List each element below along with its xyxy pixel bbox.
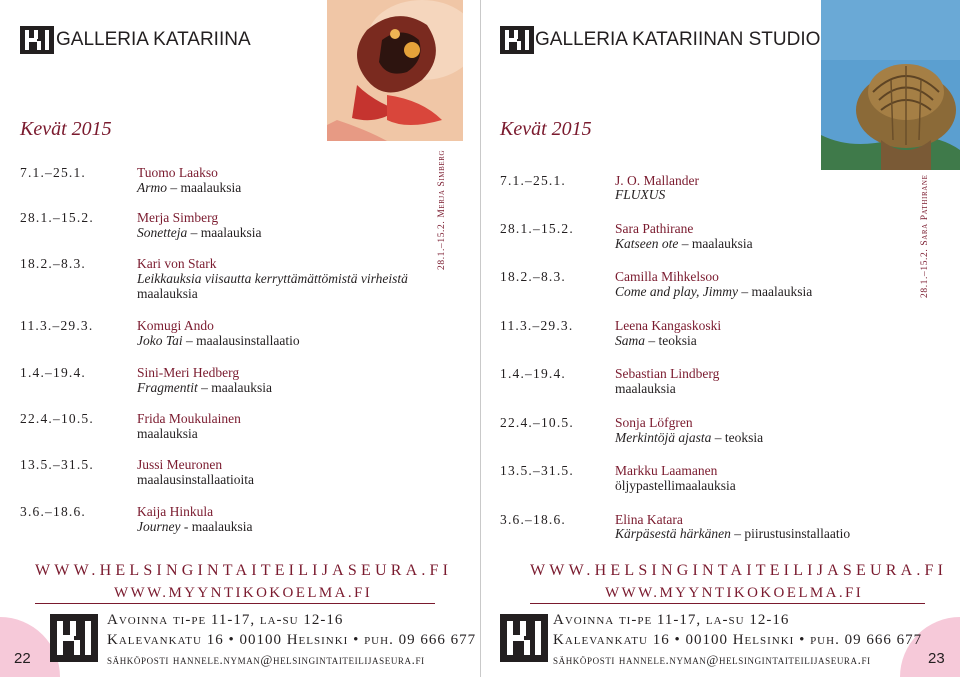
exhibition-date: 22.4.–10.5. [500, 415, 574, 430]
artist-name: Komugi Ando [137, 318, 214, 333]
exhibition-kind: – maalauksia [737, 284, 813, 299]
artist-name: Jussi Meuronen [137, 457, 223, 472]
exhibition-title: Sonetteja [137, 225, 188, 240]
address: Kalevankatu 16 • 00100 Helsinki • puh. 09 666 677 [107, 632, 477, 648]
exhibition-date: 7.1.–25.1. [500, 173, 566, 188]
artist-name: J. O. Mallander [615, 173, 699, 188]
artist-name: Sini-Meri Hedberg [137, 365, 240, 380]
exhibition-title: Armo [137, 180, 167, 195]
exhibition-kind: – maalauksia [187, 225, 262, 240]
exhibition-date: 13.5.–31.5. [500, 463, 574, 478]
exhibition-kind: – piirustusinstallaatio [730, 526, 851, 541]
exhibition-title: Kärpäsestä härkänen [615, 526, 731, 541]
exhibition-date: 7.1.–25.1. [20, 165, 86, 180]
exhibition-title: FLUXUS [615, 187, 666, 202]
email[interactable]: sähköposti hannele.nyman@helsingintaiteilijaseura.fi [553, 652, 871, 667]
exhibition-date: 28.1.–15.2. [20, 210, 94, 225]
exhibition-title: Leikkauksia viisautta kerryttämättömistä virheistä [137, 271, 408, 286]
website-link[interactable]: WWW.HELSINGINTAITEILIJASEURA.FI [35, 562, 453, 579]
exhibition-title: Journey [137, 519, 181, 534]
artwork-sara-pathirane [821, 0, 960, 170]
season-heading: Kevät 2015 [20, 118, 112, 140]
exhibition-title: Merkintöjä ajasta [615, 430, 712, 445]
galleria-logo-icon [50, 614, 98, 662]
gallery-name: GALLERIA KATARIINA [56, 29, 251, 50]
exhibition-title: Fragmentit [137, 380, 198, 395]
address: Kalevankatu 16 • 00100 Helsinki • puh. 09 666 677 [553, 632, 923, 648]
website-link[interactable]: WWW.MYYNTIKOKOELMA.FI [605, 585, 864, 601]
exhibition-kind: maalauksia [137, 286, 198, 301]
exhibition-date: 13.5.–31.5. [20, 457, 94, 472]
exhibition-description [615, 284, 812, 300]
page-number: 23 [928, 650, 945, 667]
exhibition-date: 18.2.–8.3. [500, 269, 566, 284]
footer-rule [530, 603, 925, 604]
artist-name: Leena Kangaskoski [615, 318, 722, 333]
exhibition-kind: – maalauksia [197, 380, 272, 395]
exhibition-title: Sama [615, 333, 645, 348]
exhibition-date: 28.1.–15.2. [500, 221, 574, 236]
exhibition-description [615, 236, 753, 252]
artist-name: Sonja Löfgren [615, 415, 693, 430]
artwork-caption: 28.1.–15.2. Sara Pathirane [920, 174, 930, 298]
exhibition-date: 11.3.–29.3. [500, 318, 574, 333]
exhibition-kind: – teoksia [711, 430, 764, 445]
opening-hours: Avoinna ti-pe 11-17, la-su 12-16 [107, 612, 344, 628]
artist-name: Merja Simberg [137, 210, 219, 225]
exhibition-kind: – teoksia [645, 333, 697, 348]
artist-name: Elina Katara [615, 512, 683, 527]
artwork-caption: 28.1.–15.2. Merja Simberg [437, 149, 447, 270]
exhibition-date: 22.4.–10.5. [20, 411, 94, 426]
exhibition-description [615, 333, 697, 349]
artist-name: Sebastian Lindberg [615, 366, 720, 381]
galleria-logo-icon [500, 26, 534, 54]
exhibition-description [137, 519, 252, 535]
exhibition-kind: – maalausinstallaatio [182, 333, 300, 348]
email[interactable]: sähköposti hannele.nyman@helsingintaiteilijaseura.fi [107, 652, 425, 667]
exhibition-date: 18.2.–8.3. [20, 256, 86, 271]
exhibition-kind: maalauksia [615, 381, 676, 396]
exhibition-date: 11.3.–29.3. [20, 318, 94, 333]
exhibition-date: 1.4.–19.4. [20, 365, 86, 380]
website-link[interactable]: WWW.MYYNTIKOKOELMA.FI [114, 585, 373, 601]
exhibition-date: 1.4.–19.4. [500, 366, 566, 381]
exhibition-title: Katseen ote [615, 236, 679, 251]
exhibition-description [137, 333, 300, 349]
exhibition-date: 3.6.–18.6. [20, 504, 86, 519]
artist-name: Kaija Hinkula [137, 504, 214, 519]
exhibition-description [137, 380, 272, 396]
artist-name: Camilla Mihkelsoo [615, 269, 719, 284]
exhibition-kind: – maalauksia [167, 180, 242, 195]
artist-name: Sara Pathirane [615, 221, 694, 236]
artist-name: Frida Moukulainen [137, 411, 241, 426]
exhibition-description [615, 526, 850, 542]
gallery-name: GALLERIA KATARIINAN STUDIO [535, 29, 821, 50]
artwork-merja-simberg [327, 0, 463, 141]
exhibition-description [137, 180, 241, 196]
website-link[interactable]: WWW.HELSINGINTAITEILIJASEURA.FI [530, 562, 948, 579]
footer-rule [35, 603, 435, 604]
artist-name: Markku Laamanen [615, 463, 718, 478]
page-number: 22 [14, 650, 31, 667]
exhibition-description [615, 430, 763, 446]
exhibition-title: Joko Tai [137, 333, 183, 348]
exhibition-date: 3.6.–18.6. [500, 512, 566, 527]
opening-hours: Avoinna ti-pe 11-17, la-su 12-16 [553, 612, 790, 628]
exhibition-title: Come and play, Jimmy [615, 284, 738, 299]
galleria-logo-icon [20, 26, 54, 54]
galleria-logo-icon [500, 614, 548, 662]
season-heading: Kevät 2015 [500, 118, 592, 140]
artist-name: Tuomo Laakso [137, 165, 218, 180]
exhibition-kind: - maalauksia [180, 519, 253, 534]
exhibition-description [137, 225, 261, 241]
exhibition-kind: maalausinstallaatioita [137, 472, 254, 487]
exhibition-kind: maalauksia [137, 426, 198, 441]
artist-name: Kari von Stark [137, 256, 217, 271]
exhibition-kind: öljypastellimaalauksia [615, 478, 736, 493]
exhibition-kind: – maalauksia [678, 236, 753, 251]
